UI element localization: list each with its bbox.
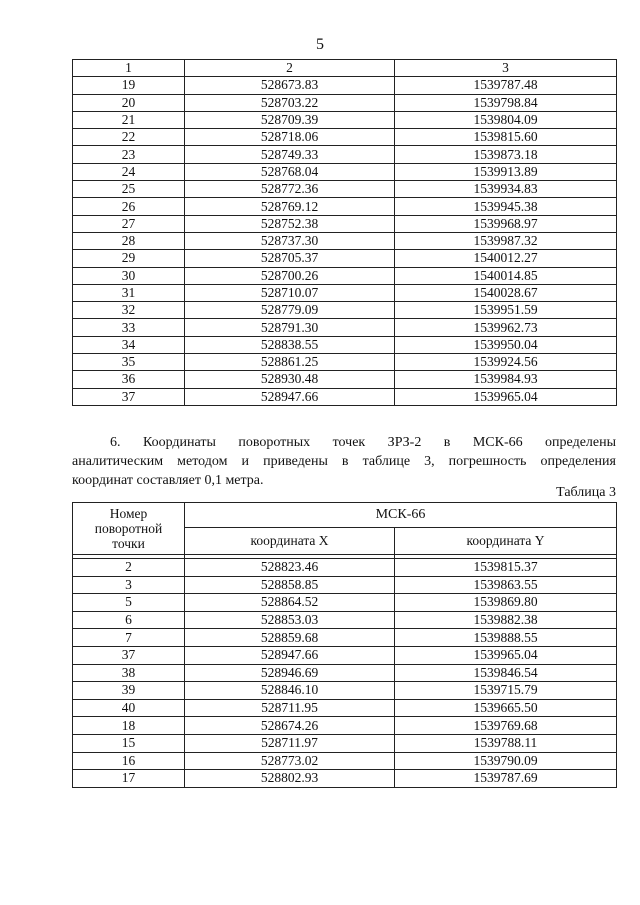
cell-point-number: 7 bbox=[73, 629, 185, 647]
cell-point-number: 3 bbox=[73, 576, 185, 594]
cell-point-number: 5 bbox=[73, 594, 185, 612]
cell-coordinate-x: 528710.07 bbox=[185, 284, 395, 301]
cell-point-number: 22 bbox=[73, 129, 185, 146]
table-row bbox=[73, 129, 617, 146]
table-row bbox=[73, 146, 617, 163]
cell-coordinate-y: 1540014.85 bbox=[395, 267, 617, 284]
cell-coordinate-x: 528674.26 bbox=[185, 717, 395, 735]
table-row bbox=[73, 94, 617, 111]
cell-coordinate-y: 1539787.69 bbox=[395, 770, 617, 788]
cell-coordinate-x: 528861.25 bbox=[185, 354, 395, 371]
paragraph-line: координат составляет 0,1 метра. bbox=[72, 473, 264, 488]
cell-point-number: 32 bbox=[73, 302, 185, 319]
table-row bbox=[73, 77, 617, 94]
cell-point-number: 20 bbox=[73, 94, 185, 111]
cell-coordinate-y: 1539798.84 bbox=[395, 94, 617, 111]
cell-coordinate-y: 1539787.48 bbox=[395, 77, 617, 94]
cell-point-number: 38 bbox=[73, 664, 185, 682]
cell-point-number: 27 bbox=[73, 215, 185, 232]
table-row bbox=[73, 336, 617, 353]
table-row bbox=[73, 284, 617, 301]
cell-coordinate-y: 1539815.60 bbox=[395, 129, 617, 146]
cell-coordinate-x: 528838.55 bbox=[185, 336, 395, 353]
cell-coordinate-x: 528711.95 bbox=[185, 699, 395, 717]
cell-coordinate-y: 1539788.11 bbox=[395, 734, 617, 752]
cell-coordinate-x: 528700.26 bbox=[185, 267, 395, 284]
cell-coordinate-x: 528773.02 bbox=[185, 752, 395, 770]
cell-coordinate-y: 1539815.37 bbox=[395, 559, 617, 577]
cell-coordinate-y: 1539804.09 bbox=[395, 111, 617, 128]
cell-coordinate-y: 1539869.80 bbox=[395, 594, 617, 612]
cell-point-number: 35 bbox=[73, 354, 185, 371]
cell-coordinate-y: 1539715.79 bbox=[395, 682, 617, 700]
cell-coordinate-x: 528768.04 bbox=[185, 163, 395, 180]
cell-coordinate-x: 528673.83 bbox=[185, 77, 395, 94]
cell-point-number: 18 bbox=[73, 717, 185, 735]
table-row bbox=[73, 267, 617, 284]
cell-coordinate-x: 528769.12 bbox=[185, 198, 395, 215]
table-row bbox=[73, 770, 617, 788]
cell-coordinate-x: 528853.03 bbox=[185, 611, 395, 629]
cell-coordinate-y: 1539873.18 bbox=[395, 146, 617, 163]
cell-coordinate-x: 528772.36 bbox=[185, 181, 395, 198]
table-row bbox=[73, 371, 617, 388]
table-row bbox=[73, 388, 617, 405]
table-row bbox=[73, 734, 617, 752]
cell-coordinate-x: 528947.66 bbox=[185, 646, 395, 664]
table-row bbox=[73, 646, 617, 664]
cell-coordinate-x: 528752.38 bbox=[185, 215, 395, 232]
cell-point-number: 23 bbox=[73, 146, 185, 163]
cell-point-number: 24 bbox=[73, 163, 185, 180]
cell-point-number: 31 bbox=[73, 284, 185, 301]
header-coordinate-y: координата Y bbox=[395, 528, 617, 555]
cell-coordinate-x: 528864.52 bbox=[185, 594, 395, 612]
cell-coordinate-x: 528823.46 bbox=[185, 559, 395, 577]
table-row bbox=[73, 354, 617, 371]
cell-coordinate-y: 1539888.55 bbox=[395, 629, 617, 647]
cell-point-number: 39 bbox=[73, 682, 185, 700]
table-row bbox=[73, 611, 617, 629]
cell-coordinate-y: 1540028.67 bbox=[395, 284, 617, 301]
table-row bbox=[73, 752, 617, 770]
cell-coordinate-x: 528711.97 bbox=[185, 734, 395, 752]
header-coordinate-system: МСК-66 bbox=[185, 503, 617, 528]
table-row bbox=[73, 215, 617, 232]
cell-point-number: 21 bbox=[73, 111, 185, 128]
cell-coordinate-y: 1539769.68 bbox=[395, 717, 617, 735]
cell-point-number: 29 bbox=[73, 250, 185, 267]
cell-point-number: 16 bbox=[73, 752, 185, 770]
cell-coordinate-y: 1539934.83 bbox=[395, 181, 617, 198]
cell-coordinate-y: 1539846.54 bbox=[395, 664, 617, 682]
table-row bbox=[73, 250, 617, 267]
cell-coordinate-x: 528947.66 bbox=[185, 388, 395, 405]
cell-coordinate-y: 1539965.04 bbox=[395, 388, 617, 405]
table-row bbox=[73, 664, 617, 682]
table-row bbox=[73, 559, 617, 577]
coordinates-table-3 bbox=[72, 502, 617, 788]
cell-coordinate-y: 1539950.04 bbox=[395, 336, 617, 353]
cell-coordinate-y: 1539924.56 bbox=[395, 354, 617, 371]
column-number-1: 1 bbox=[73, 60, 185, 77]
cell-coordinate-y: 1539790.09 bbox=[395, 752, 617, 770]
header-coordinate-x: координата X bbox=[185, 528, 395, 555]
table-row bbox=[73, 629, 617, 647]
cell-coordinate-y: 1539962.73 bbox=[395, 319, 617, 336]
cell-coordinate-y: 1539987.32 bbox=[395, 232, 617, 249]
cell-point-number: 6 bbox=[73, 611, 185, 629]
cell-coordinate-y: 1539984.93 bbox=[395, 371, 617, 388]
cell-coordinate-y: 1539665.50 bbox=[395, 699, 617, 717]
cell-coordinate-x: 528858.85 bbox=[185, 576, 395, 594]
column-number-2: 2 bbox=[185, 60, 395, 77]
cell-coordinate-x: 528859.68 bbox=[185, 629, 395, 647]
page-number: 5 bbox=[316, 36, 324, 53]
cell-coordinate-x: 528703.22 bbox=[185, 94, 395, 111]
coordinates-table-continued bbox=[72, 59, 617, 406]
cell-coordinate-x: 528737.30 bbox=[185, 232, 395, 249]
cell-point-number: 15 bbox=[73, 734, 185, 752]
cell-coordinate-y: 1539968.97 bbox=[395, 215, 617, 232]
column-number-3: 3 bbox=[395, 60, 617, 77]
cell-coordinate-y: 1539863.55 bbox=[395, 576, 617, 594]
cell-coordinate-x: 528791.30 bbox=[185, 319, 395, 336]
cell-point-number: 17 bbox=[73, 770, 185, 788]
cell-coordinate-y: 1539965.04 bbox=[395, 646, 617, 664]
table-row bbox=[73, 232, 617, 249]
cell-coordinate-y: 1539945.38 bbox=[395, 198, 617, 215]
cell-point-number: 33 bbox=[73, 319, 185, 336]
cell-coordinate-x: 528802.93 bbox=[185, 770, 395, 788]
cell-point-number: 40 bbox=[73, 699, 185, 717]
cell-point-number: 36 bbox=[73, 371, 185, 388]
cell-coordinate-y: 1539882.38 bbox=[395, 611, 617, 629]
cell-coordinate-x: 528705.37 bbox=[185, 250, 395, 267]
cell-point-number: 37 bbox=[73, 646, 185, 664]
table-row bbox=[73, 717, 617, 735]
cell-point-number: 30 bbox=[73, 267, 185, 284]
table-row bbox=[73, 699, 617, 717]
table-row bbox=[73, 302, 617, 319]
cell-coordinate-x: 528779.09 bbox=[185, 302, 395, 319]
cell-point-number: 37 bbox=[73, 388, 185, 405]
cell-point-number: 34 bbox=[73, 336, 185, 353]
cell-coordinate-y: 1539913.89 bbox=[395, 163, 617, 180]
cell-coordinate-x: 528846.10 bbox=[185, 682, 395, 700]
cell-point-number: 2 bbox=[73, 559, 185, 577]
table-row bbox=[73, 181, 617, 198]
cell-coordinate-x: 528930.48 bbox=[185, 371, 395, 388]
cell-point-number: 26 bbox=[73, 198, 185, 215]
paragraph-6 bbox=[72, 433, 616, 490]
cell-coordinate-x: 528749.33 bbox=[185, 146, 395, 163]
cell-point-number: 19 bbox=[73, 77, 185, 94]
table-row bbox=[73, 576, 617, 594]
header-point-number: Номер поворотной точки bbox=[73, 503, 185, 555]
cell-point-number: 28 bbox=[73, 232, 185, 249]
cell-coordinate-x: 528709.39 bbox=[185, 111, 395, 128]
table-row bbox=[73, 594, 617, 612]
table-row bbox=[73, 111, 617, 128]
table-row bbox=[73, 163, 617, 180]
paragraph-line: аналитическим методом и приведены в таблице 3, погрешность определения bbox=[72, 454, 616, 469]
cell-coordinate-x: 528718.06 bbox=[185, 129, 395, 146]
table-row bbox=[73, 682, 617, 700]
cell-coordinate-y: 1539951.59 bbox=[395, 302, 617, 319]
table-row bbox=[73, 198, 617, 215]
table-row bbox=[73, 319, 617, 336]
table-caption: Таблица 3 bbox=[556, 485, 616, 500]
paragraph-line: 6. Координаты поворотных точек ЗРЗ-2 в МСК-66 определены bbox=[110, 435, 616, 450]
cell-coordinate-y: 1540012.27 bbox=[395, 250, 617, 267]
cell-point-number: 25 bbox=[73, 181, 185, 198]
table-header-row bbox=[73, 60, 617, 77]
cell-coordinate-x: 528946.69 bbox=[185, 664, 395, 682]
